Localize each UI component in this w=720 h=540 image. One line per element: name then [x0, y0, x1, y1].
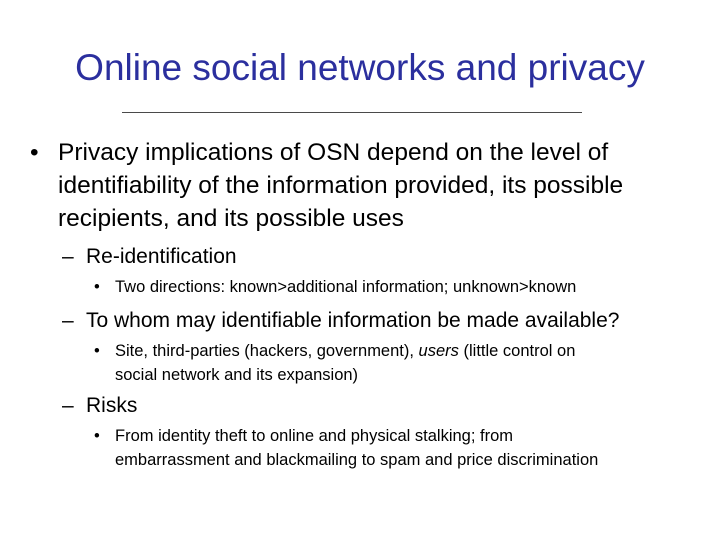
detail-line: [115, 339, 575, 363]
subpoint-text: Re-identification: [86, 245, 237, 268]
bullet-marker: •: [94, 427, 100, 445]
title-underline: [122, 112, 582, 113]
bullet-marker: •: [94, 278, 100, 296]
main-bullet-line: identifiability of the information provided, its possible: [58, 172, 624, 199]
detail-text: Two directions: known>additional information; unknown>known: [115, 278, 577, 296]
subpoint-text: To whom may identifiable information be made available?: [86, 309, 620, 332]
main-bullet-line: Privacy implications of OSN depend on the level of: [58, 139, 609, 166]
dash-marker: –: [62, 309, 74, 332]
detail-line-part: Site, third-parties (hackers, government),: [115, 342, 419, 360]
bullet-marker: •: [30, 139, 39, 166]
detail-line: embarrassment and blackmailing to spam and price discrimination: [115, 451, 599, 469]
detail-italic-users: users: [418, 342, 459, 360]
main-bullet-text: [58, 136, 623, 235]
detail-line-part: (little control on: [458, 342, 576, 360]
slide-title: Online social networks and privacy: [75, 47, 645, 88]
subpoint-text: Risks: [86, 394, 138, 417]
detail-text: [115, 339, 575, 387]
detail-line: From identity theft to online and physical stalking; from: [115, 427, 514, 445]
detail-text: [115, 424, 598, 472]
main-bullet-line: recipients, and its possible uses: [58, 205, 404, 232]
dash-marker: –: [62, 394, 74, 417]
detail-line: social network and its expansion): [115, 366, 359, 384]
dash-marker: –: [62, 245, 74, 268]
bullet-marker: •: [94, 342, 100, 360]
